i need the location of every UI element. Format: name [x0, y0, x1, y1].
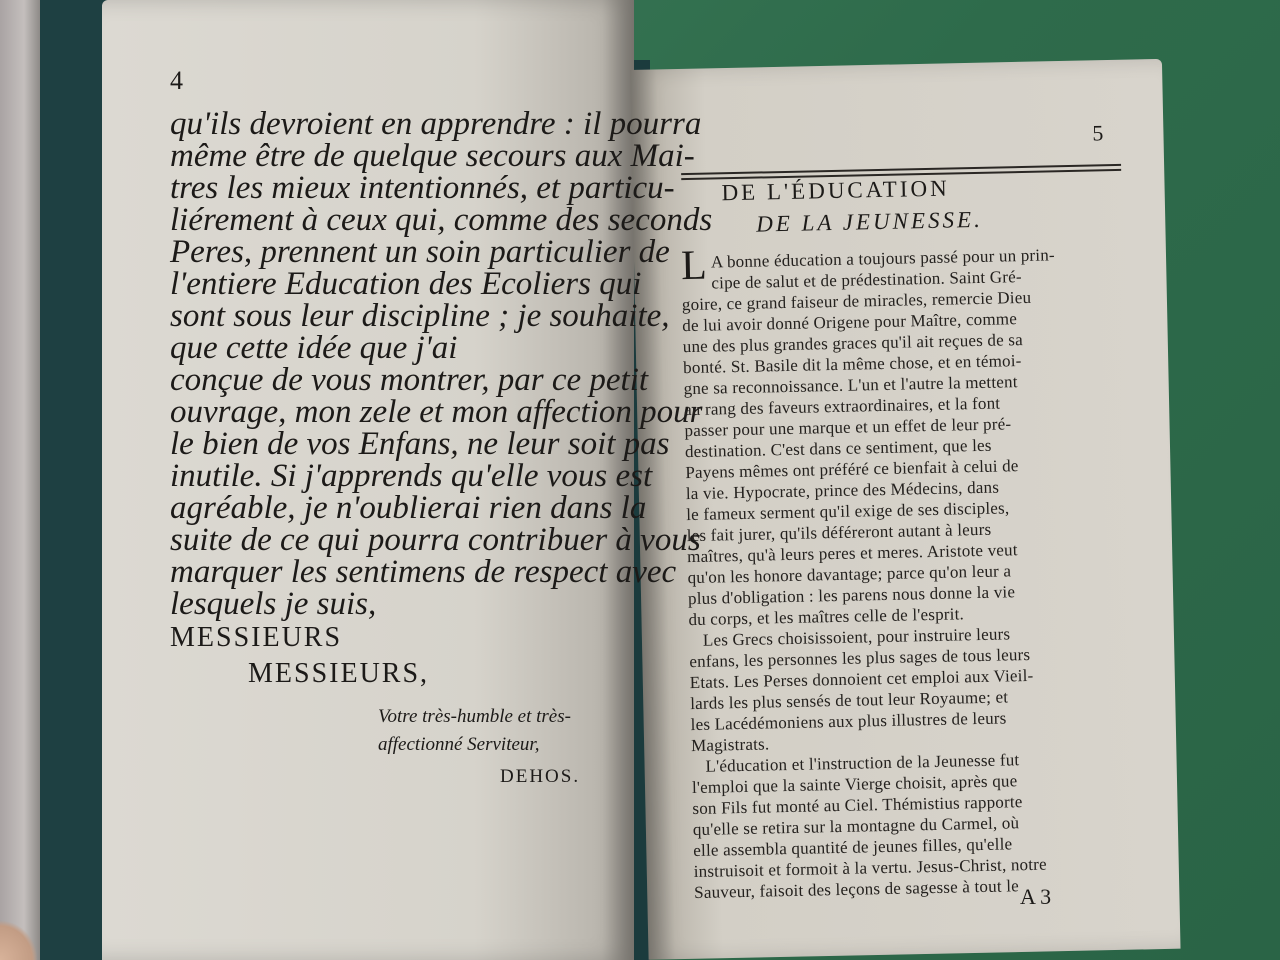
text-line: maîtres, qu'à leurs peres et meres. Aristote veut	[686, 540, 1018, 567]
signature-mark: A 3	[1020, 884, 1052, 909]
text-line: tres les mieux intentionnés, et particu-	[170, 170, 675, 206]
address-line	[170, 620, 342, 653]
text-line: du corps, et les maîtres celle de l'esprit.	[688, 604, 965, 630]
text-line: goire, ce grand faiseur de miracles, remercie Dieu	[681, 287, 1032, 315]
text-line: plus d'obligation : les parens nous donne la vie	[687, 582, 1016, 609]
text-line: lards les plus sensés de tout leur Royaume; et	[690, 687, 1009, 714]
text-line: les fait jurer, qu'ils déféreront autant à leurs	[686, 519, 992, 546]
text-line: la vie. Hypocrate, prince des Médecins, dans	[685, 477, 1000, 504]
salutation: MESSIEURS,	[248, 658, 430, 689]
drop-cap: L	[680, 242, 708, 290]
text-line: l'emploi que la sainte Vierge choisit, après que	[691, 771, 1018, 798]
text-line: Les Grecs choisissoient, pour instruire leurs	[702, 624, 1011, 650]
text-line: qu'ils devroient en apprendre : il pourra	[170, 106, 702, 142]
chapter-subtitle: DE LA JEUNESSE.	[755, 206, 984, 237]
text-line: le fameux serment qu'il exige de ses disciples,	[686, 498, 1010, 525]
text-line: au rang des faveurs extraordinaires, et la font	[683, 393, 1001, 420]
text-line: qu'elle se retira sur la montagne du Carmel, où	[692, 813, 1020, 840]
text-line: l'entiere Education des Ecoliers qui	[170, 266, 642, 302]
text-line: conçue de vous montrer, par ce petit	[170, 362, 649, 398]
text-line: ouvrage, mon zele et mon affection pour	[170, 394, 703, 430]
text-line: L'éducation et l'instruction de la Jeunesse fut	[705, 750, 1020, 776]
text-line: le bien de vos Enfans, ne leur soit pas	[170, 426, 670, 462]
text-line: Payens mêmes ont préféré ce bienfait à celui de	[685, 456, 1019, 483]
text-line: Sauveur, faisoit des leçons de sagesse à tout le	[693, 876, 1020, 903]
text-line: Magistrats.	[690, 734, 770, 756]
text-line: suite de ce qui pourra contribuer à vous	[170, 522, 701, 558]
text-line: enfans, les personnes les plus sages de tous leurs	[689, 644, 1031, 672]
thumb	[0, 920, 38, 960]
text-line: instruisoit et formoit à la vertu. Jesus-Christ, notre	[693, 854, 1047, 882]
text-line: son Fils fut monté au Ciel. Thémistius rapporte	[692, 792, 1023, 819]
text-line: liérement à ceux qui, comme des seconds	[170, 202, 713, 238]
text-line: les Lacédémoniens aux plus illustres de leurs	[690, 708, 1007, 735]
text-line: inutile. Si j'apprends qu'elle vous est	[170, 458, 653, 494]
closing-line: affectionné Serviteur,	[378, 734, 540, 755]
text-line: destination. C'est dans ce sentiment, que les	[684, 435, 992, 462]
text-line: sont sous leur discipline ; je souhaite,	[170, 298, 670, 334]
chapter-title: DE L'ÉDUCATION	[721, 175, 950, 206]
left-page-number: 4	[170, 66, 183, 95]
text-line: une des plus grandes graces qu'il ait reçues de sa	[682, 330, 1024, 357]
text-line: passer pour une marque et un effet de leur pré-	[684, 414, 1012, 441]
right-page-number: 5	[1092, 120, 1104, 146]
text-line: bonté. St. Basile dit la même chose, et en témoi-	[682, 351, 1022, 378]
text-line: de lui avoir donné Origene pour Maître, comme	[682, 309, 1018, 336]
signature: DEHOS.	[500, 766, 581, 787]
text-line: agréable, je n'oublierai rien dans la	[170, 490, 647, 526]
text-line: gne sa reconnoissance. L'un et l'autre la mettent	[683, 372, 1018, 399]
text-line: même être de quelque secours aux Mai-	[170, 138, 695, 174]
text-line: lesquels je suis,	[170, 586, 377, 622]
address-word: MESSIEURS	[170, 622, 343, 653]
right-page-text	[640, 110, 1136, 903]
closing-line: Votre très-humble et très-	[378, 706, 571, 727]
text-line: marquer les sentimens de respect avec	[170, 554, 677, 590]
text-line: cipe de salut et de prédestination. Saint Gré-	[711, 267, 1022, 293]
grey-book-edge	[0, 0, 40, 960]
text-line: que cette idée que j'ai	[170, 330, 458, 366]
text-line: Etats. Les Perses donnoient cet emploi aux Vieil-	[689, 665, 1034, 693]
text-line: Peres, prennent un soin particulier de	[170, 234, 670, 270]
text-line: elle assembla quantité de jeunes filles, qu'elle	[693, 834, 1013, 861]
text-line: A bonne éducation a toujours passé pour un prin-	[710, 245, 1055, 272]
text-line: qu'on les honore davantage; parce qu'on leur a	[687, 561, 1012, 588]
